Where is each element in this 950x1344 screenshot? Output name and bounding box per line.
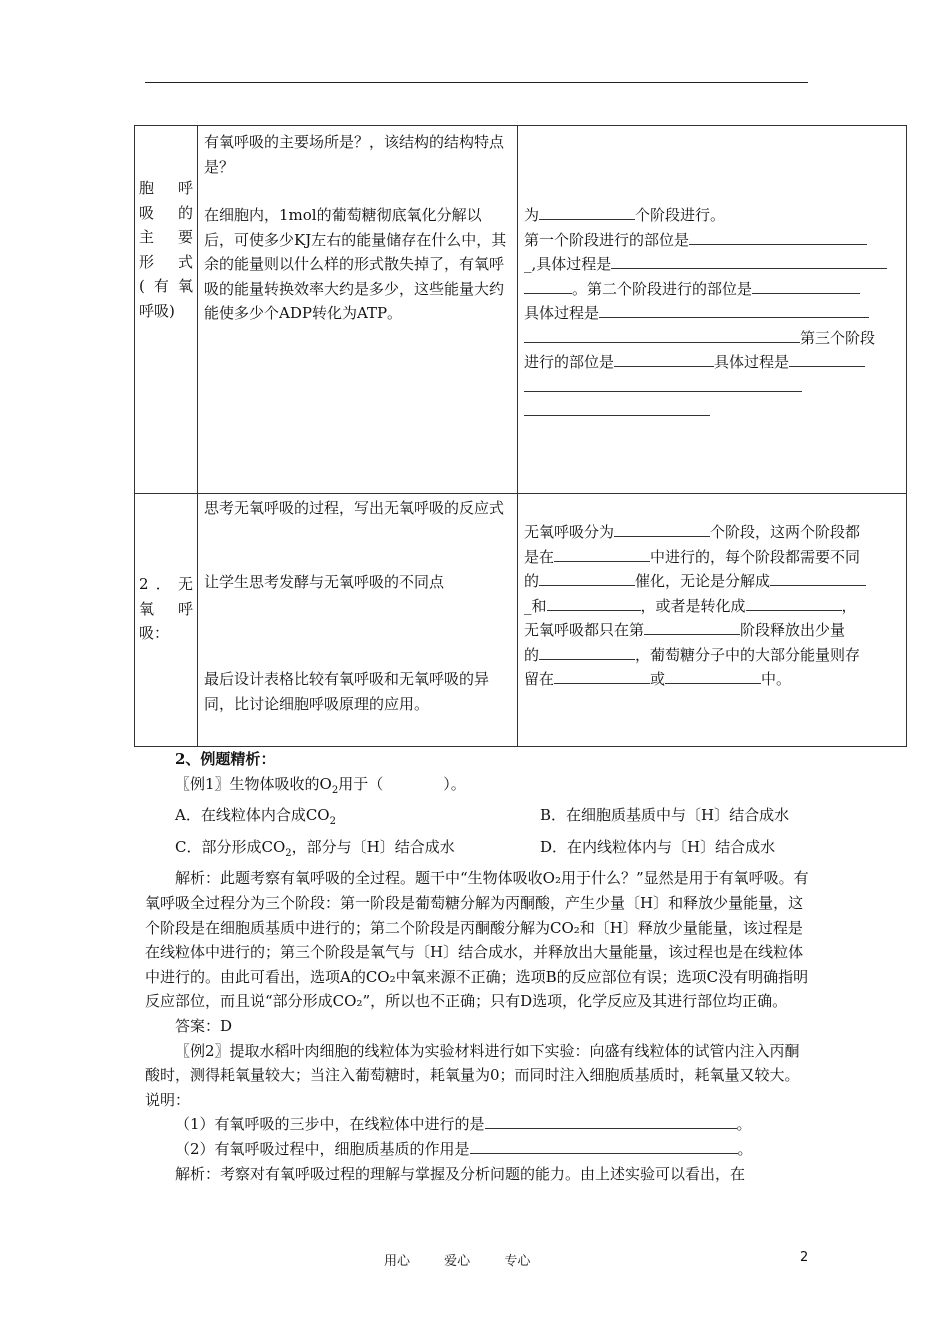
row-label-anaerobic: 2．无 氧 呼 吸： [135,494,198,747]
table-row-anaerobic [135,494,907,747]
blank[interactable] [524,277,572,294]
blank[interactable] [599,301,869,318]
blank[interactable] [554,545,650,562]
blank[interactable] [752,277,860,294]
blank[interactable] [746,594,842,611]
student-answers-anaerobic: 无氧呼吸分为 个阶段，这两个阶段都 是在 中进行的，每个阶段都需要不同 的 催化，无论是分解成 _和 ，或者是转化成 ， 无氧呼吸都只在第 阶段释放出少量 的 ，葡萄糖分子中的大部分能量则存 留在 或 中。 [518,494,907,747]
question-site: 有氧呼吸的主要场所是？，该结构的结构特点是？ [204,133,505,176]
blank[interactable] [770,569,866,586]
example-1-analysis: 解析：此题考察有氧呼吸的全过程。题干中“生物体吸收O₂用于什么？”显然是用于有氧呼吸。有氧呼吸全过程分为三个阶段：第一阶段是葡萄糖分解为丙酮酸，产生少量〔H〕和释放少量能量，这个阶段是在细胞质基质中进行的；第二个阶段是丙酮酸分解为CO₂和〔H〕释放少量能量，该过程是在线粒体中进行的；第三个阶段是氧气与〔H〕结合成水，并释放出大量能量，该过程也是在线粒体中进行的。由此可看出，选项A的CO₂中氧来源不正确；选项B的反应部位有误；选项C没有明确指明反应部位，而且说“部分形成CO₂”，所以也不正确；只有D选项，化学反应及其进行部位均正确。 [145,869,809,1011]
blank[interactable] [485,1112,737,1129]
page-number: 2 [800,1250,809,1265]
blank[interactable] [524,399,710,416]
blank[interactable] [470,1137,738,1154]
blank[interactable] [644,618,740,635]
blank[interactable] [614,350,714,367]
lesson-table [134,125,907,747]
section-title: 2、例题精析： [175,750,276,768]
header-rule [145,82,808,83]
blank[interactable] [539,203,635,220]
blank[interactable] [611,252,887,269]
question-process: 思考无氧呼吸的过程，写出无氧呼吸的反应式 [204,499,505,517]
teacher-questions-anaerobic [198,494,518,747]
example-2-stem: 〖例2〗提取水稻叶肉细胞的线粒体为实验材料进行如下实验：向盛有线粒体的试管内注入丙酮酸时，测得耗氧量较大；当注入葡萄糖时，耗氧量为0；而同时注入细胞质基质时，耗氧量又较大。说明： [145,1041,800,1109]
example-2-q2: （2）有氧呼吸过程中，细胞质基质的作用是 。 [145,1137,810,1162]
blank[interactable] [665,667,761,684]
example-2-analysis: 解析：考察对有氧呼吸过程的理解与掌握及分析问题的能力。由上述实验可以看出，在 [175,1164,746,1183]
blank[interactable] [689,228,867,245]
option-d[interactable]: D．在内线粒体内与〔H〕结合成水 [540,837,776,856]
question-energy: 在细胞内，1mol的葡萄糖彻底氧化分解以后，可使多少KJ左右的能量储存在什么中，其余的能量则以什么样的形式散失掉了，有氧呼吸的能量转换效率大约是多少，这些能量大约能使多少个ADP转化为ATP。 [204,206,507,322]
blank[interactable] [789,350,865,367]
blank[interactable] [524,375,802,392]
teacher-questions-aerobic [198,126,518,494]
option-b[interactable]: B．在细胞质基质中与〔H〕结合成水 [540,806,790,825]
blank[interactable] [524,326,800,343]
blank[interactable] [539,569,635,586]
blank[interactable] [614,520,710,537]
example-1-options-ab [145,803,810,835]
example-section [145,747,810,1186]
footer-motto: 用心 爱心 专心 [384,1254,531,1269]
row-label-aerobic: 胞 呼 吸 的 主 要 形 式 (有氧 呼吸) [135,126,198,494]
example-2-q1: （1）有氧呼吸的三步中，在线粒体中进行的是 。 [145,1112,810,1137]
question-compare: 最后设计表格比较有氧呼吸和无氧呼吸的异同，比讨论细胞呼吸原理的应用。 [204,670,490,713]
option-c[interactable]: C．部分形成$CO_2$，部分与〔H〕结合成水 [175,837,455,859]
option-a[interactable]: A．在线粒体内合成$CO_2$ [175,806,336,828]
question-fermentation: 让学生思考发酵与无氧呼吸的不同点 [204,572,445,591]
table-row-aerobic [135,126,907,494]
example-1-stem: 〖例1〗生物体吸收的$O_2$用于（ ）。 [175,774,466,796]
blank[interactable] [554,667,650,684]
example-1-answer: 答案：D [175,1016,233,1035]
blank[interactable] [539,643,635,660]
example-1-options-cd [145,835,810,867]
blank[interactable] [547,594,641,611]
student-answers-aerobic: 为 个阶段进行。 第一个阶段进行的部位是 _,具体过程是 。第二个阶段进行的部位是 具体过程是 第三个阶段 进行的部位是 具体过程是 [518,126,907,494]
